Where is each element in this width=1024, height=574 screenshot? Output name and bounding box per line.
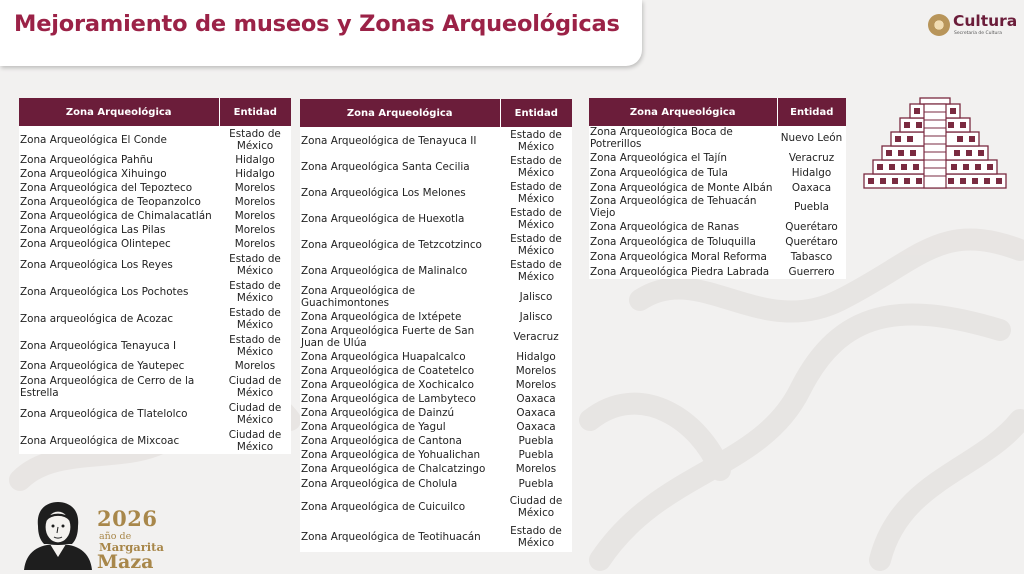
zone-name-cell: Zona Arqueológica Xihuingo — [20, 168, 167, 180]
state-cell: Oaxaca — [516, 421, 556, 433]
zone-name-cell: Zona Arqueológica Olintepec — [20, 238, 171, 250]
table-row — [300, 310, 572, 324]
table-row — [300, 406, 572, 420]
zone-name-cell: Zona Arqueológica Huapalcalco — [301, 351, 466, 363]
state-cell: Estado de México — [510, 181, 562, 205]
table-row — [19, 359, 291, 373]
table-row — [300, 476, 572, 492]
zone-name-cell: Zona Arqueológica de Monte Albán — [590, 181, 773, 194]
state-cell: Morelos — [234, 182, 276, 194]
state-cell: Estado de México — [229, 306, 281, 331]
zone-name-cell: Zona Arqueológica de Guachimontones — [301, 285, 415, 309]
state-cell: Morelos — [515, 379, 557, 391]
zone-name-cell: Zona Arqueológica de Tenayuca II — [301, 134, 477, 147]
state-cell: Morelos — [234, 360, 276, 372]
state-cell: Estado de México — [229, 252, 281, 277]
table-row — [19, 373, 291, 400]
table-row — [300, 127, 572, 154]
zone-name-cell: Zona Arqueológica Boca de Potrerillos — [590, 126, 733, 150]
state-cell: Estado de México — [229, 127, 281, 152]
state-cell: Jalisco — [519, 311, 553, 323]
table-row — [300, 420, 572, 434]
table-row — [589, 165, 846, 180]
zone-name-cell: Zona Arqueológica del Tepozteco — [20, 182, 193, 194]
state-cell: Oaxaca — [516, 407, 556, 419]
zone-name-cell: Zona Arqueológica de Malinalco — [301, 265, 468, 277]
table-row — [300, 434, 572, 448]
state-cell: Morelos — [234, 210, 276, 222]
zone-name-cell: Zona Arqueológica de Yautepec — [20, 360, 185, 372]
zone-name-cell: Zona Arqueológica de Teopanzolco — [20, 196, 201, 208]
table-row — [300, 522, 572, 552]
state-cell: Morelos — [234, 238, 276, 250]
table-row — [19, 305, 291, 332]
zone-name-cell: Zona Arqueológica de Yohualichan — [301, 449, 481, 461]
zone-name-cell: Zona Arqueológica de Tehuacán Viejo — [590, 195, 757, 219]
state-cell: Veracruz — [513, 331, 559, 343]
table-row — [19, 278, 291, 305]
state-cell: Puebla — [518, 435, 554, 447]
zone-name-cell: Zona Arqueológica Tenayuca I — [20, 339, 177, 352]
zone-name-cell: Zona Arqueológica de Lambyteco — [301, 393, 476, 405]
honoree-last-name: Maza — [97, 551, 154, 573]
logo-name: Cultura — [953, 12, 1018, 30]
state-cell: Veracruz — [788, 151, 835, 164]
state-cell: Estado de México — [229, 279, 281, 304]
zone-name-cell: Zona Arqueológica de Teotihuacán — [301, 531, 481, 543]
state-cell: Nuevo León — [780, 132, 843, 144]
zone-name-cell: Zona Arqueológica de Dainzú — [301, 407, 455, 419]
table-row — [19, 181, 291, 195]
zone-name-cell: Zona Arqueológica de Chimalacatlán — [20, 210, 212, 222]
zones-table-3 — [589, 98, 846, 279]
honoree-first-name: Margarita — [99, 540, 164, 554]
table-row — [589, 195, 846, 219]
table-row — [19, 195, 291, 209]
zones-table-1 — [19, 98, 291, 454]
state-cell: Puebla — [518, 449, 554, 461]
state-cell: Morelos — [515, 365, 557, 377]
state-cell: Puebla — [518, 478, 554, 490]
state-cell: Estado de México — [510, 525, 562, 549]
table-row — [19, 427, 291, 454]
zone-name-cell: Zona Arqueológica de Coatetelco — [301, 365, 475, 377]
table-row — [300, 284, 572, 310]
table-row — [300, 206, 572, 232]
table-row — [589, 264, 846, 279]
zone-name-cell: Zona Arqueológica de Cholula — [301, 478, 458, 490]
zone-name-cell: Zona Arqueológica Piedra Labrada — [590, 265, 770, 278]
table-row — [300, 232, 572, 258]
zone-name-cell: Zona Arqueológica de Xochicalco — [301, 379, 474, 391]
state-cell: Puebla — [794, 201, 829, 213]
table-row — [589, 126, 846, 150]
table-row — [300, 258, 572, 284]
zone-name-cell: Zona Arqueológica de Ranas — [590, 220, 739, 233]
state-cell: Oaxaca — [516, 393, 556, 405]
table-row — [19, 209, 291, 223]
state-cell: Querétaro — [785, 235, 838, 248]
state-cell: Hidalgo — [516, 351, 556, 363]
zone-name-cell: Zona Arqueológica Fuerte de San Juan de Ulúa — [301, 325, 475, 349]
state-cell: Querétaro — [785, 220, 838, 233]
state-cell: Hidalgo — [235, 154, 275, 166]
state-cell: Hidalgo — [235, 168, 275, 180]
table-row — [19, 400, 291, 427]
zones-table-2 — [300, 99, 572, 552]
table-row — [19, 126, 291, 153]
zone-name-cell: Zona Arqueológica Las Pilas — [20, 224, 166, 236]
zone-name-cell: Zona Arqueológica de Tula — [590, 166, 728, 179]
year-number: 2026 — [97, 506, 158, 531]
zone-name-cell: Zona Arqueológica de Cantona — [301, 435, 462, 447]
pyramid-icon — [860, 96, 1010, 192]
zone-name-cell: Zona Arqueológica Santa Cecilia — [301, 161, 470, 173]
table-row — [300, 378, 572, 392]
page-title: Mejoramiento de museos y Zonas Arqueológicas — [14, 11, 620, 37]
table-row — [19, 153, 291, 167]
emblem-icon — [928, 14, 950, 36]
table-row — [19, 237, 291, 251]
column-header-zona: Zona Arqueológica — [19, 98, 219, 126]
table-row — [300, 324, 572, 350]
table-row — [300, 492, 572, 522]
table-row — [19, 332, 291, 359]
table-row — [589, 249, 846, 264]
table-row — [300, 350, 572, 364]
table-row — [300, 180, 572, 206]
state-cell: Ciudad de México — [228, 428, 282, 453]
zone-name-cell: Zona Arqueológica de Huexotla — [301, 213, 465, 225]
state-cell: Estado de México — [510, 233, 562, 257]
zone-name-cell: Zona Arqueológica Pahñu — [20, 154, 153, 166]
state-cell: Ciudad de México — [228, 374, 282, 399]
zone-name-cell: Zona Arqueológica de Cerro de la Estrella — [20, 374, 195, 399]
zone-name-cell: Zona Arqueológica de Tetzcotzinco — [301, 239, 482, 251]
zone-name-cell: Zona Arqueológica de Chalcatzingo — [301, 463, 486, 475]
zone-name-cell: Zona Arqueológica Los Melones — [301, 187, 466, 199]
state-cell: Guerrero — [788, 265, 835, 278]
state-cell: Estado de México — [510, 259, 562, 283]
state-cell: Oaxaca — [791, 181, 832, 194]
portrait-icon — [20, 500, 96, 570]
state-cell: Jalisco — [519, 291, 553, 303]
state-cell: Estado de México — [229, 333, 281, 358]
table-header-row — [589, 98, 846, 126]
state-cell: Hidalgo — [791, 166, 832, 179]
table-row — [19, 223, 291, 237]
year-caption: año de — [99, 531, 132, 542]
table-row — [300, 154, 572, 180]
zone-name-cell: Zona Arqueológica Los Pochotes — [20, 285, 189, 298]
table-row — [589, 219, 846, 234]
table-row — [300, 462, 572, 476]
zone-name-cell: Zona Arqueológica de Toluquilla — [590, 235, 756, 248]
state-cell: Estado de México — [510, 207, 562, 231]
zone-name-cell: Zona Arqueológica El Conde — [20, 133, 167, 146]
table-row — [589, 150, 846, 165]
state-cell: Tabasco — [790, 250, 833, 263]
column-header-entidad: Entidad — [777, 98, 846, 126]
zone-name-cell: Zona arqueológica de Acozac — [20, 312, 174, 325]
zone-name-cell: Zona Arqueológica el Tajín — [590, 151, 727, 164]
state-cell: Morelos — [515, 463, 557, 475]
table-row — [589, 234, 846, 249]
column-header-entidad: Entidad — [219, 98, 291, 126]
cultura-logo — [928, 12, 1020, 40]
table-row — [300, 392, 572, 406]
zone-name-cell: Zona Arqueológica de Yagul — [301, 421, 446, 433]
column-header-entidad: Entidad — [500, 99, 572, 127]
state-cell: Ciudad de México — [228, 401, 282, 426]
title-bar — [0, 0, 642, 66]
column-header-zona: Zona Arqueológica — [589, 98, 777, 126]
table-header-row — [19, 98, 291, 126]
state-cell: Morelos — [234, 224, 276, 236]
table-row — [589, 180, 846, 195]
zone-name-cell: Zona Arqueológica de Ixtépete — [301, 311, 462, 323]
state-cell: Estado de México — [510, 155, 562, 179]
zone-name-cell: Zona Arqueológica de Tlatelolco — [20, 407, 188, 420]
state-cell: Morelos — [234, 196, 276, 208]
zone-name-cell: Zona Arqueológica Moral Reforma — [590, 250, 767, 263]
zone-name-cell: Zona Arqueológica de Cuicuilco — [301, 501, 466, 513]
zone-name-cell: Zona Arqueológica de Mixcoac — [20, 434, 180, 447]
state-cell: Ciudad de México — [509, 495, 563, 519]
table-row — [19, 167, 291, 181]
state-cell: Estado de México — [510, 128, 562, 153]
table-row — [300, 364, 572, 378]
table-row — [19, 251, 291, 278]
zone-name-cell: Zona Arqueológica Los Reyes — [20, 258, 173, 271]
table-header-row — [300, 99, 572, 127]
column-header-zona: Zona Arqueológica — [300, 99, 500, 127]
table-row — [300, 448, 572, 462]
logo-subtitle: Secretaría de Cultura — [954, 31, 1002, 36]
